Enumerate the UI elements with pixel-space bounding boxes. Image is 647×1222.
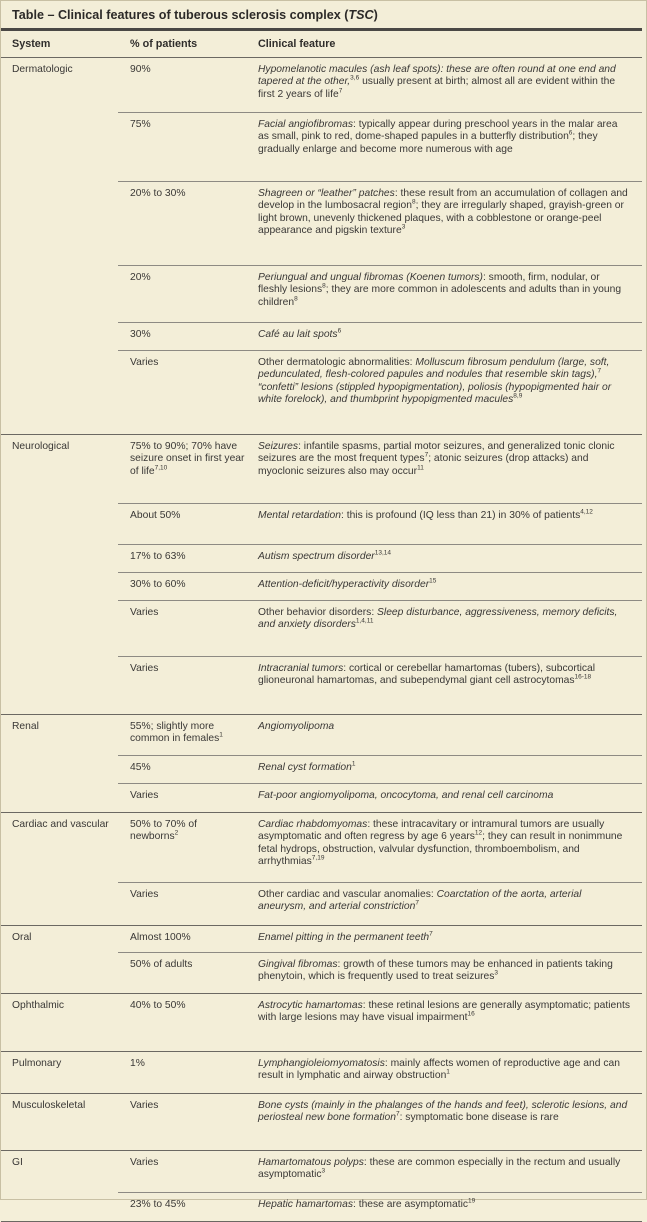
percent-cell bbox=[118, 1151, 248, 1192]
feature-text: usually present at birth; almost all are evident within the first 2 years of life bbox=[258, 76, 616, 100]
group-rows bbox=[118, 813, 642, 925]
feature-text: Sleep disturbance, aggressiveness, memory deficits, and anxiety disorders bbox=[258, 607, 618, 631]
footnote-ref: 7,19 bbox=[311, 854, 325, 862]
title-abbr: TSC bbox=[348, 7, 374, 22]
footnote-ref: 7 bbox=[338, 87, 343, 95]
footnote-ref: 7,10 bbox=[154, 464, 168, 472]
feature-text: Coarctation of the aorta, arterial aneurysm, and arterial constriction bbox=[258, 889, 582, 913]
percent-text: 30% bbox=[130, 329, 151, 340]
table-row-group bbox=[1, 1094, 642, 1151]
group-rows bbox=[118, 926, 642, 993]
footnote-ref: 12 bbox=[474, 829, 483, 837]
percent-cell bbox=[118, 601, 248, 656]
feature-text: : typically appear during preschool years in the malar area as small, pink to red, dome-shaped papules in a butterfly distribution bbox=[258, 119, 618, 143]
feature-text: : symptomatic bone disease is rare bbox=[399, 1112, 559, 1124]
feature-cell bbox=[248, 1052, 642, 1093]
feature-text: Hamartomatous polyps bbox=[258, 1157, 364, 1168]
header-feature: Clinical feature bbox=[258, 38, 336, 50]
table-row bbox=[118, 1192, 642, 1221]
table-row-group bbox=[1, 58, 642, 435]
table-row bbox=[118, 265, 642, 322]
feature-text: Seizures bbox=[258, 441, 299, 452]
feature-text: ; they are more common in adolescents and adults than in young children bbox=[258, 284, 622, 308]
group-rows bbox=[118, 715, 642, 812]
table-row bbox=[118, 882, 642, 925]
table-row bbox=[118, 1094, 642, 1150]
header-system: System bbox=[12, 38, 51, 50]
footnote-ref: 13,14 bbox=[374, 549, 392, 557]
feature-text: Autism spectrum disorder bbox=[258, 551, 375, 562]
feature-text: Enamel pitting in the permanent teeth bbox=[258, 932, 430, 943]
percent-cell bbox=[118, 545, 248, 572]
feature-text: Other dermatologic abnormalities: bbox=[258, 357, 416, 368]
system-cell: Ophthalmic bbox=[12, 1000, 65, 1011]
table-row bbox=[118, 755, 642, 783]
percent-cell bbox=[118, 1094, 248, 1150]
percent-text: About 50% bbox=[130, 510, 181, 521]
percent-text: 50% to 70% of newborns bbox=[130, 819, 197, 843]
feature-cell bbox=[248, 883, 642, 925]
percent-cell bbox=[118, 953, 248, 993]
table-row bbox=[118, 544, 642, 572]
percent-cell bbox=[118, 883, 248, 925]
table-title bbox=[1, 1, 642, 31]
table-row bbox=[118, 994, 642, 1051]
percent-cell bbox=[118, 756, 248, 783]
system-cell: GI bbox=[12, 1157, 23, 1168]
percent-cell bbox=[118, 323, 248, 350]
footnote-ref: 7 bbox=[424, 451, 429, 459]
table-row bbox=[118, 503, 642, 544]
feature-text: : these result from an accumulation of collagen and develop in the lumbosacral region bbox=[258, 188, 628, 212]
footnote-ref: 6 bbox=[568, 129, 573, 137]
percent-text: 55%; slightly more common in females bbox=[130, 721, 220, 745]
table-row-group bbox=[1, 435, 642, 715]
percent-text: Varies bbox=[130, 607, 159, 618]
header-percent: % of patients bbox=[130, 38, 198, 50]
feature-text: Fat-poor angiomyolipoma, oncocytoma, and renal cell carcinoma bbox=[258, 790, 554, 801]
feature-cell bbox=[248, 1193, 642, 1221]
table-row bbox=[118, 1052, 642, 1093]
table-body bbox=[1, 58, 642, 1222]
group-rows bbox=[118, 1094, 642, 1150]
feature-text: : these are common especially in the rectum and usually asymptomatic bbox=[258, 1157, 621, 1181]
feature-text: Intracranial tumors bbox=[258, 663, 344, 674]
percent-text: Varies bbox=[130, 1100, 159, 1111]
table-row bbox=[118, 600, 642, 656]
feature-text: : smooth, firm, nodular, or fleshly lesions bbox=[258, 272, 600, 296]
group-rows bbox=[118, 994, 642, 1051]
feature-text: Renal cyst formation bbox=[258, 762, 352, 773]
percent-text: 23% to 45% bbox=[130, 1199, 186, 1210]
table-row bbox=[118, 112, 642, 181]
percent-cell bbox=[118, 1193, 248, 1221]
percent-text: 20% to 30% bbox=[130, 188, 186, 199]
feature-text: Café au lait spots bbox=[258, 329, 338, 340]
feature-text: Gingival fibromas bbox=[258, 959, 338, 970]
footnote-ref: 8,9 bbox=[513, 392, 523, 400]
footnote-ref: 3 bbox=[321, 1167, 326, 1175]
group-rows bbox=[118, 1151, 642, 1221]
feature-text: Lymphangioleiomyomatosis bbox=[258, 1058, 385, 1069]
percent-cell bbox=[118, 657, 248, 714]
system-cell: Pulmonary bbox=[12, 1058, 62, 1069]
table-row bbox=[118, 435, 642, 503]
feature-cell bbox=[248, 784, 642, 812]
feature-cell bbox=[248, 504, 642, 544]
feature-cell bbox=[248, 657, 642, 714]
table-row bbox=[118, 952, 642, 993]
feature-text: ; they gradually enlarge and become more numerous with age bbox=[258, 131, 598, 155]
feature-cell bbox=[248, 994, 642, 1051]
footnote-ref: 7 bbox=[597, 367, 602, 375]
percent-text: 17% to 63% bbox=[130, 551, 186, 562]
percent-text: Varies bbox=[130, 1157, 159, 1168]
percent-text: 45% bbox=[130, 762, 151, 773]
percent-cell bbox=[118, 351, 248, 434]
feature-text: Other cardiac and vascular anomalies: bbox=[258, 889, 437, 900]
footnote-ref: 19 bbox=[468, 1197, 476, 1205]
footnote-ref: 3 bbox=[494, 969, 499, 977]
feature-text: ; they are irregularly shaped, grayish-green or light brown, unevenly thickened plaques, with a cobblestone or orange-peel appearance and pigskin texture bbox=[258, 200, 624, 237]
table-row bbox=[118, 58, 642, 112]
footnote-ref: 15 bbox=[429, 577, 437, 585]
table-row bbox=[118, 1151, 642, 1192]
table-row bbox=[118, 181, 642, 265]
footnote-ref: 16 bbox=[467, 1010, 475, 1018]
footnote-ref: 3,6 bbox=[350, 74, 360, 82]
system-cell: Musculoskeletal bbox=[12, 1100, 86, 1111]
feature-cell bbox=[248, 953, 642, 993]
percent-cell bbox=[118, 113, 248, 181]
feature-cell bbox=[248, 113, 642, 181]
feature-cell bbox=[248, 573, 642, 600]
percent-text: Varies bbox=[130, 889, 159, 900]
percent-cell bbox=[118, 573, 248, 600]
feature-cell bbox=[248, 323, 642, 350]
percent-cell bbox=[118, 715, 248, 755]
percent-text: Almost 100% bbox=[130, 932, 191, 943]
feature-cell bbox=[248, 756, 642, 783]
table-row bbox=[118, 715, 642, 755]
footnote-ref: 7 bbox=[415, 899, 420, 907]
footnote-ref: 1 bbox=[351, 760, 356, 768]
table-row bbox=[118, 350, 642, 434]
footnote-ref: 4,12 bbox=[580, 508, 593, 516]
percent-text: Varies bbox=[130, 790, 159, 801]
table-row-group bbox=[1, 1052, 642, 1094]
percent-text: Varies bbox=[130, 357, 159, 368]
feature-text: Hepatic hamartomas bbox=[258, 1199, 353, 1210]
feature-cell bbox=[248, 58, 642, 112]
percent-cell bbox=[118, 926, 248, 952]
footnote-ref: 2 bbox=[174, 829, 179, 837]
table-row-group bbox=[1, 926, 642, 994]
percent-cell bbox=[118, 182, 248, 265]
group-rows bbox=[118, 435, 642, 714]
feature-text: : infantile spasms, partial motor seizures, and generalized tonic clonic seizures are the most frequent types bbox=[258, 441, 615, 465]
feature-cell bbox=[248, 1151, 642, 1192]
footnote-ref: 1 bbox=[446, 1068, 450, 1076]
percent-text: 50% of adults bbox=[130, 959, 193, 970]
percent-text: 1% bbox=[130, 1058, 145, 1069]
percent-cell bbox=[118, 784, 248, 812]
system-cell: Oral bbox=[12, 932, 32, 943]
group-rows bbox=[118, 58, 642, 434]
percent-cell bbox=[118, 58, 248, 112]
table-row-group bbox=[1, 994, 642, 1052]
feature-text: : these are asymptomatic bbox=[353, 1199, 469, 1210]
percent-text: 20% bbox=[130, 272, 151, 283]
table-row bbox=[118, 813, 642, 882]
feature-cell bbox=[248, 813, 642, 882]
percent-text: 40% to 50% bbox=[130, 1000, 186, 1011]
table-row-group bbox=[1, 715, 642, 813]
system-cell: Cardiac and vascular bbox=[12, 819, 109, 830]
feature-text: ; they can result in nonimmune fetal hydrops, obstruction, valvular dysfunction, thromboembolism, and arrhythmias bbox=[258, 831, 623, 868]
footnote-ref: 1 bbox=[219, 731, 223, 739]
percent-text: 90% bbox=[130, 64, 151, 75]
feature-cell bbox=[248, 715, 642, 755]
feature-text: Periungual and ungual fibromas (Koenen tumors) bbox=[258, 272, 483, 283]
feature-text: Attention-deficit/hyperactivity disorder bbox=[258, 579, 430, 590]
feature-cell bbox=[248, 435, 642, 503]
percent-cell bbox=[118, 813, 248, 882]
footnote-ref: 8 bbox=[294, 295, 298, 303]
percent-cell bbox=[118, 435, 248, 503]
feature-text: ; atonic seizures (drop attacks) and myoclonic seizures also may occur bbox=[258, 453, 589, 477]
table-row bbox=[118, 783, 642, 812]
clinical-features-table bbox=[1, 31, 642, 1210]
feature-cell bbox=[248, 926, 642, 952]
feature-cell bbox=[248, 601, 642, 656]
table-row bbox=[118, 322, 642, 350]
feature-cell bbox=[248, 1094, 642, 1150]
feature-text: : these are often round at one end and tapered at the other, bbox=[258, 64, 616, 88]
feature-text: Mental retardation bbox=[258, 510, 341, 521]
feature-cell bbox=[248, 182, 642, 265]
feature-text: : mainly affects women of reproductive age and can result in lymphatic and airway obstruction bbox=[258, 1058, 620, 1082]
table-header bbox=[1, 31, 642, 58]
percent-cell bbox=[118, 504, 248, 544]
percent-text: 75% to 90%; 70% have seizure onset in first year of life bbox=[130, 441, 245, 477]
feature-text: Cardiac rhabdomyomas bbox=[258, 819, 368, 830]
footnote-ref: 16-18 bbox=[574, 673, 592, 681]
feature-text: : this is profound (IQ less than 21) in 30% of patients bbox=[341, 510, 581, 521]
percent-cell bbox=[118, 1052, 248, 1093]
footnote-ref: 3 bbox=[401, 223, 406, 231]
group-rows bbox=[118, 1052, 642, 1093]
table-row-group bbox=[1, 1151, 642, 1222]
table-row bbox=[118, 572, 642, 600]
percent-text: 75% bbox=[130, 119, 151, 130]
footnote-ref: 6 bbox=[337, 327, 342, 335]
feature-text: : these intracavitary or intramural tumors are usually asymptomatic and often regress by age 6 years bbox=[258, 819, 605, 843]
percent-text: 30% to 60% bbox=[130, 579, 186, 590]
feature-text: : cortical or cerebellar hamartomas (tubers), subcortical glioneuronal hamartomas, and subependymal giant cell astrocytomas bbox=[258, 663, 596, 687]
feature-text: Hypomelanotic macules (ash leaf spots) bbox=[258, 64, 441, 75]
system-cell: Neurological bbox=[12, 441, 70, 452]
footnote-ref: 8 bbox=[322, 282, 326, 290]
footnote-ref: 1,4,11 bbox=[355, 617, 374, 625]
feature-cell bbox=[248, 266, 642, 322]
feature-text: Molluscum fibrosum pendulum (large, soft, pedunculated, flesh-colored papules and nodules that resemble skin tags), bbox=[258, 357, 610, 381]
feature-text: Bone cysts (mainly in the phalanges of the hands and feet), sclerotic lesions, and periosteal new bone formation bbox=[258, 1100, 628, 1124]
feature-text: : these retinal lesions are generally asymptomatic; patients with large lesions may have visual impairment bbox=[258, 1000, 631, 1024]
percent-text: Varies bbox=[130, 663, 159, 674]
feature-text: “confetti” lesions (stippled hypopigmentation), poliosis (hypopigmented hair or white forelock), and thumbprint hypopigmented macules bbox=[258, 381, 612, 406]
feature-text: : growth of these tumors may be enhanced in patients taking phenytoin, which is frequently used to treat seizures bbox=[258, 959, 613, 983]
feature-cell bbox=[248, 351, 642, 434]
feature-text: Angiomyolipoma bbox=[258, 721, 335, 732]
table-row bbox=[118, 926, 642, 952]
system-cell: Dermatologic bbox=[12, 64, 73, 75]
footnote-ref: 8 bbox=[411, 198, 416, 206]
title-suffix: ) bbox=[373, 7, 378, 22]
title-prefix: Table – Clinical features of tuberous sclerosis complex ( bbox=[12, 7, 349, 22]
percent-cell bbox=[118, 994, 248, 1051]
table-row-group bbox=[1, 813, 642, 926]
percent-cell bbox=[118, 266, 248, 322]
footnote-ref: 7 bbox=[429, 930, 433, 938]
table-row bbox=[118, 656, 642, 714]
feature-text: Astrocytic hamartomas bbox=[258, 1000, 363, 1011]
footnote-ref: 11 bbox=[417, 464, 424, 472]
footnote-ref: 7 bbox=[395, 1110, 400, 1118]
feature-text: Shagreen or “leather” patches bbox=[258, 188, 395, 199]
feature-cell bbox=[248, 545, 642, 572]
system-cell: Renal bbox=[12, 721, 39, 732]
feature-text: Facial angiofibromas bbox=[258, 119, 354, 130]
feature-text: Other behavior disorders: bbox=[258, 607, 378, 618]
